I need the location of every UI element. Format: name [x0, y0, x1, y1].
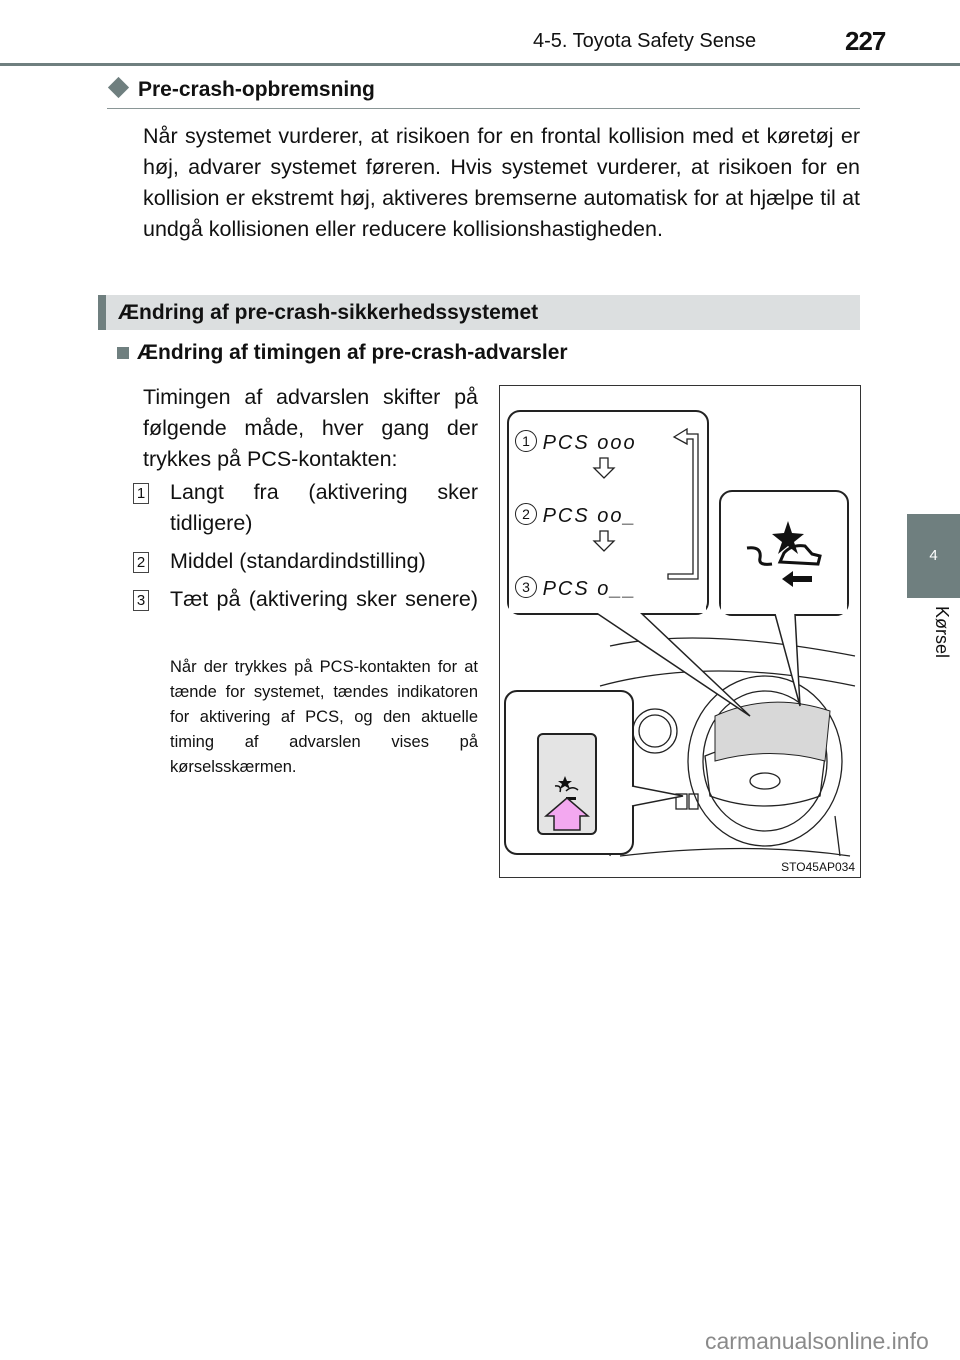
display-text: PCS o__ [542, 578, 637, 600]
list-item [133, 477, 478, 539]
section-heading [107, 78, 375, 102]
subheading-text: Ændring af timingen af pre-crash-advarsler [137, 341, 568, 364]
diamond-icon [108, 77, 129, 98]
pcs-display-row [515, 572, 637, 606]
pcs-display-row [515, 499, 637, 572]
chapter-label: Kørsel [932, 606, 952, 659]
lead-paragraph: Timingen af advarslen skifter på følgende måde, hver gang der trykkes på PCS-kontakten: [143, 385, 478, 471]
item-text: Langt fra (aktivering sker tidligere) [170, 480, 478, 535]
list-item [133, 584, 478, 615]
display-text: PCS oo_ [542, 505, 637, 527]
display-number: 1 [515, 430, 537, 452]
note-paragraph: Når der trykkes på PCS-kontakten for at tænde for systemet, tændes indikatoren for aktivering af PCS, og den aktuelle timing af advarslen vises på kørselsskærmen. [170, 658, 478, 776]
section-bar-title: Ændring af pre-crash-sikkerhedssystemet [118, 301, 539, 324]
item-number: 2 [133, 552, 149, 573]
item-text: Middel (standardindstilling) [170, 549, 426, 573]
pcs-display-list [515, 426, 637, 606]
pcs-illustration [499, 385, 861, 878]
watermark: carmanualsonline.info [705, 1328, 929, 1354]
display-number: 3 [515, 576, 537, 598]
intro-paragraph: Når systemet vurderer, at risikoen for en frontal kollision med et køretøj er høj, advarer systemet føreren. Hvis systemet vurderer, at risikoen for en kollision er ekstremt høj, aktiveres bremserne automatisk for at hjælpe til at undgå kollisionen eller reducere kollisionshastigheden. [143, 124, 860, 241]
header-divider [0, 63, 960, 66]
chapter-tab[interactable] [907, 514, 960, 598]
subheading [117, 341, 568, 365]
page-number: 227 [845, 26, 886, 56]
item-number: 3 [133, 590, 149, 611]
header-section-title: 4-5. Toyota Safety Sense [533, 30, 757, 52]
list-item [133, 546, 478, 577]
display-text: PCS ooo [542, 432, 637, 454]
heading-text: Pre-crash-opbremsning [138, 78, 375, 101]
square-bullet-icon [117, 347, 129, 359]
display-number: 2 [515, 503, 537, 525]
figure-code: STO45AP034 [781, 860, 855, 874]
section-bar [98, 295, 860, 330]
item-number: 1 [133, 483, 149, 504]
heading-divider [107, 108, 860, 109]
pcs-display-row [515, 426, 637, 499]
item-text: Tæt på (aktivering sker senere) [170, 587, 478, 611]
chapter-number: 4 [929, 547, 938, 564]
